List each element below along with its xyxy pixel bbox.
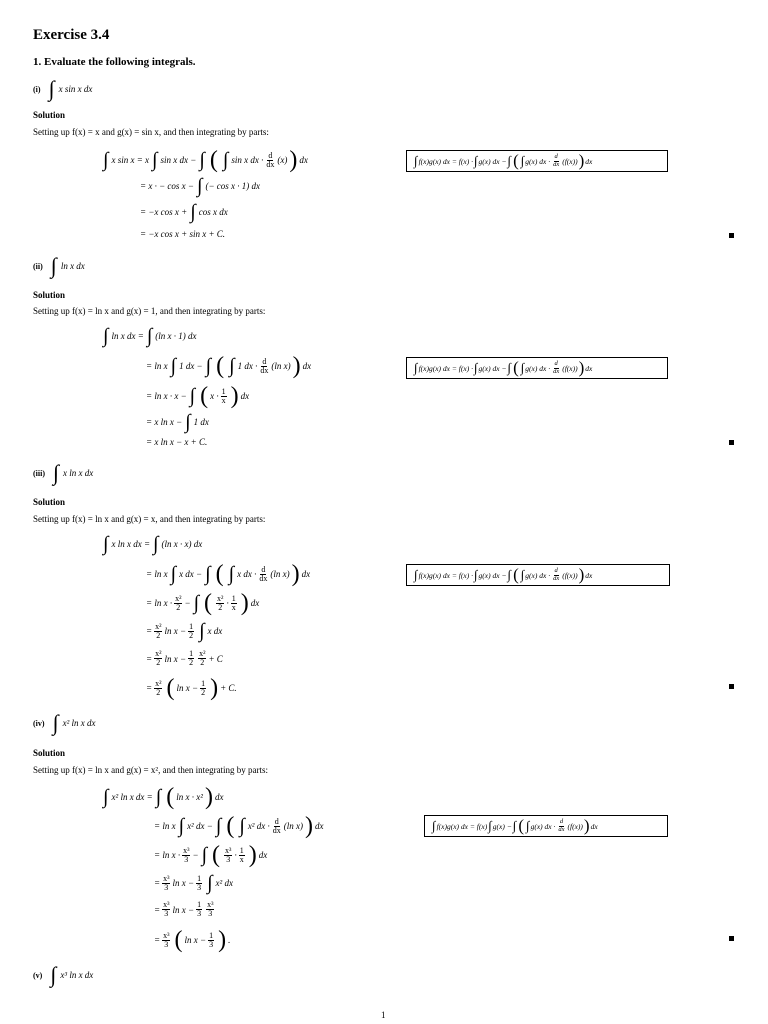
solution-label: Solution — [33, 497, 66, 507]
solution-label: Solution — [33, 748, 66, 758]
equation-line: ∫ x² ln x dx = ∫ ( ln x · x² ) dx — [103, 784, 224, 810]
part-ii-heading — [33, 255, 85, 277]
equation-line: = x · − cos x − ∫ (− cos x · 1) dx — [140, 175, 261, 197]
equation-line: = $\frac{\text{x³}}{3}$ ( ln x − $\frac{1}{3}$ ) . — [154, 927, 231, 953]
equation-line: = −x cos x + sin x + C. — [140, 229, 226, 239]
part-integrand: ln x dx — [60, 261, 85, 271]
equation-line: = ln x · x − ∫ ( x · $\frac{1}{x}$ ) dx — [146, 383, 250, 409]
part-integrand: x sin x dx — [58, 84, 93, 94]
by-parts-formula-box: ∫ f(x)g(x) dx = f(x) · ∫ g(x) dx − ∫ ( ∫ g(x) dx · $\frac{d}{dx}$ (f(x)) ) dx — [406, 357, 668, 379]
qed-square — [729, 936, 734, 941]
equation-line: ∫ x ln x dx = ∫ (ln x · x) dx — [103, 533, 203, 555]
part-label: (i) — [33, 84, 41, 94]
by-parts-formula-box: ∫ f(x)g(x) dx = f(x) · ∫ g(x) dx − ∫ ( ∫ g(x) dx · $\frac{d}{dx}$ (f(x)) ) dx — [406, 150, 668, 172]
qed-square — [729, 440, 734, 445]
setup-text: Setting up f(x) = ln x and g(x) = 1, and then integrating by parts: — [33, 306, 266, 316]
integral-sign: ∫ — [50, 253, 57, 278]
equation-line: = $\frac{\text{x²}}{2}$ ln x − $\frac{1}{2}$ ∫ x dx — [146, 620, 223, 642]
page-number: 1 — [381, 1010, 386, 1020]
equation-line: = $\frac{\text{x³}}{3}$ ln x − $\frac{1}{3}$ $\frac{\text{x³}}{3}$ — [154, 900, 214, 918]
setup-text: Setting up f(x) = ln x and g(x) = x², and then integrating by parts: — [33, 765, 269, 775]
part-label: (v) — [33, 970, 43, 980]
integral-sign: ∫ — [52, 710, 59, 735]
equation-line: = $\frac{\text{x²}}{2}$ ( ln x − $\frac{1}{2}$ ) + C. — [146, 675, 237, 701]
equation-line: = x ln x − x + C. — [146, 437, 208, 447]
solution-label: Solution — [33, 110, 66, 120]
part-iii-heading — [33, 462, 93, 484]
part-integrand: x ln x dx — [63, 468, 94, 478]
part-v-heading: (v) ∫ x³ ln x dx — [33, 962, 94, 987]
question-heading: 1. Evaluate the following integrals. — [33, 56, 196, 68]
page-title: Exercise 3.4 — [33, 27, 110, 43]
equation-line: ∫ x sin x = x ∫ sin x dx − ∫ ( ∫ sin x dx · $\frac{d}{dx}$ (x) ) dx — [103, 147, 308, 173]
solution-label: Solution — [33, 290, 66, 300]
integral-sign: ∫ — [53, 460, 60, 485]
setup-text: Setting up f(x) = x and g(x) = sin x, and then integrating by parts: — [33, 127, 269, 137]
equation-line: = ln x · $\frac{\text{x²}}{2}$ − ∫ ( $\frac{\text{x²}}{2}$ · $\frac{1}{x}$ ) dx — [146, 590, 260, 616]
equation-line: = $\frac{\text{x³}}{3}$ ln x − $\frac{1}{3}$ ∫ x² dx — [154, 872, 233, 894]
equation-line: = x ln x − ∫ 1 dx — [146, 411, 209, 433]
part-i-heading — [33, 78, 92, 100]
integral-sign: ∫ — [50, 962, 57, 987]
part-label: (ii) — [33, 261, 43, 271]
equation-line: = ln x · $\frac{\text{x³}}{3}$ − ∫ ( $\frac{\text{x³}}{3}$ · $\frac{1}{x}$ ) dx — [154, 842, 268, 868]
equation-line: = −x cos x + ∫ cos x dx — [140, 201, 228, 223]
equation-line: = ln x ∫ x² dx − ∫ ( ∫ x² dx · $\frac{d}{dx}$ (ln x) ) dx — [154, 813, 324, 839]
equation-line: ∫ ln x dx = ∫ (ln x · 1) dx — [103, 325, 197, 347]
by-parts-formula-box: ∫ f(x)g(x) dx = f(x) · ∫ g(x) dx − ∫ ( ∫ g(x) dx · $\frac{d}{dx}$ (f(x)) ) dx — [406, 564, 670, 586]
by-parts-formula-box: ∫ f(x)g(x) dx = f(x) ∫ g(x) − ∫ ( ∫ g(x) dx · $\frac{d}{dx}$ (f(x)) ) dx — [424, 815, 668, 837]
qed-square — [729, 233, 734, 238]
equation-line: = ln x ∫ x dx − ∫ ( ∫ x dx · $\frac{d}{dx}$ (ln x) ) dx — [146, 561, 311, 587]
part-label: (iii) — [33, 468, 45, 478]
equation-line: = $\frac{\text{x²}}{2}$ ln x − $\frac{1}{2}$ $\frac{\text{x²}}{2}$ + C — [146, 649, 223, 667]
integral-sign: ∫ — [48, 76, 55, 101]
qed-square — [729, 684, 734, 689]
part-integrand: ln x dx — [71, 718, 96, 728]
setup-text: Setting up f(x) = ln x and g(x) = x, and then integrating by parts: — [33, 514, 266, 524]
part-label: (iv) — [33, 718, 45, 728]
equation-line: = ln x ∫ 1 dx − ∫ ( ∫ 1 dx · $\frac{d}{dx}$ (ln x) ) dx — [146, 353, 312, 379]
part-integrand: ln x dx — [69, 970, 94, 980]
part-iv-heading: (iv) ∫ x² ln x dx — [33, 710, 96, 735]
